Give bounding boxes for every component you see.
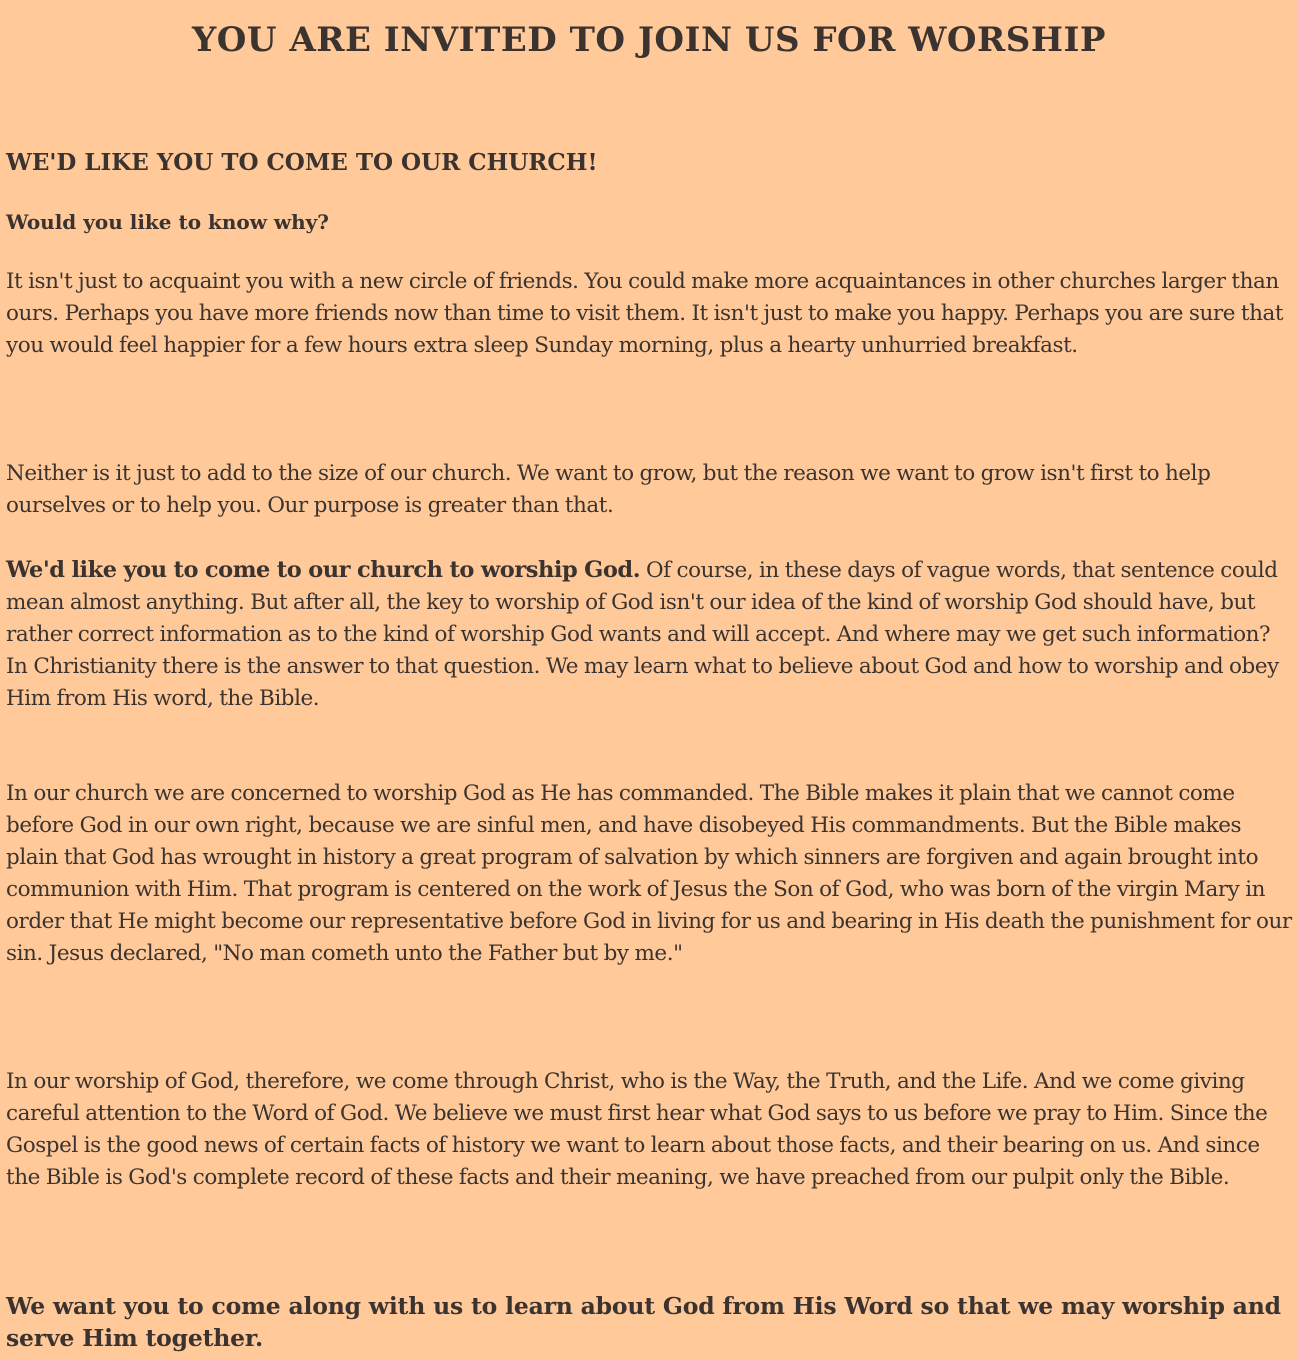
paragraph-through-christ: In our worship of God, therefore, we come through Christ, who is the Way, the Truth, and the Life. And we come giving careful attention to the Word of God. We believe we must first hear what God says to us before we pray to Him. Since the Gospel is the good news of certain facts of history we want to learn about those facts, and their bearing on us. And since the Bible is God's complete record of these facts and their meaning, we have preached from our pulpit only the Bible. (6, 1069, 1268, 1190)
closing-statement: We want you to come along with us to learn about God from His Word so that we may worship and serve Him together. (6, 1292, 1281, 1352)
paragraph-worship (6, 554, 1292, 715)
paragraph-worship-body: Of course, in these days of vague words, that sentence could mean almost anything. But after all, the key to worship of God isn't our idea of the kind of worship God should have, but rather correct information as to the kind of worship God wants and will accept. And where may we get such information? In Christianity there is the answer to that question. We may learn what to believe about God and how to worship and obey Him from His word, the Bible. (6, 558, 1279, 711)
paragraph-growth: Neither is it just to add to the size of our church. We want to grow, but the reason we want to grow isn't first to help ourselves or to help you. Our purpose is greater than that. (6, 461, 1211, 518)
paragraph-commanded: In our church we are concerned to worship God as He has commanded. The Bible makes it plain that we cannot come before God in our own right, because we are sinful men, and have disobeyed His commandments. But the Bible makes plain that God has wrought in history a great program of salvation by which sinners are forgiven and again brought into communion with Him. That program is centered on the work of Jesus the Son of God, who was born of the virgin Mary in order that He might become our representative before God in living for us and bearing in His death the punishment for our sin. Jesus declared, "No man cometh unto the Father but by me." (6, 781, 1292, 966)
section-subheading: Would you like to know why? (6, 210, 330, 234)
paragraph-worship-lead: We'd like you to come to our church to worship God. (6, 557, 641, 583)
section-heading: WE'D LIKE YOU TO COME TO OUR CHURCH! (6, 149, 598, 176)
paragraph-friends: It isn't just to acquaint you with a new circle of friends. You could make more acquaintances in other churches larger than ours. Perhaps you have more friends now than time to visit them. It isn't just to make you happy. Perhaps you are sure that you would feel happier for a few hours extra sleep Sunday morning, plus a hearty unhurried breakfast. (6, 269, 1284, 358)
page-title: YOU ARE INVITED TO JOIN US FOR WORSHIP (192, 20, 1106, 60)
